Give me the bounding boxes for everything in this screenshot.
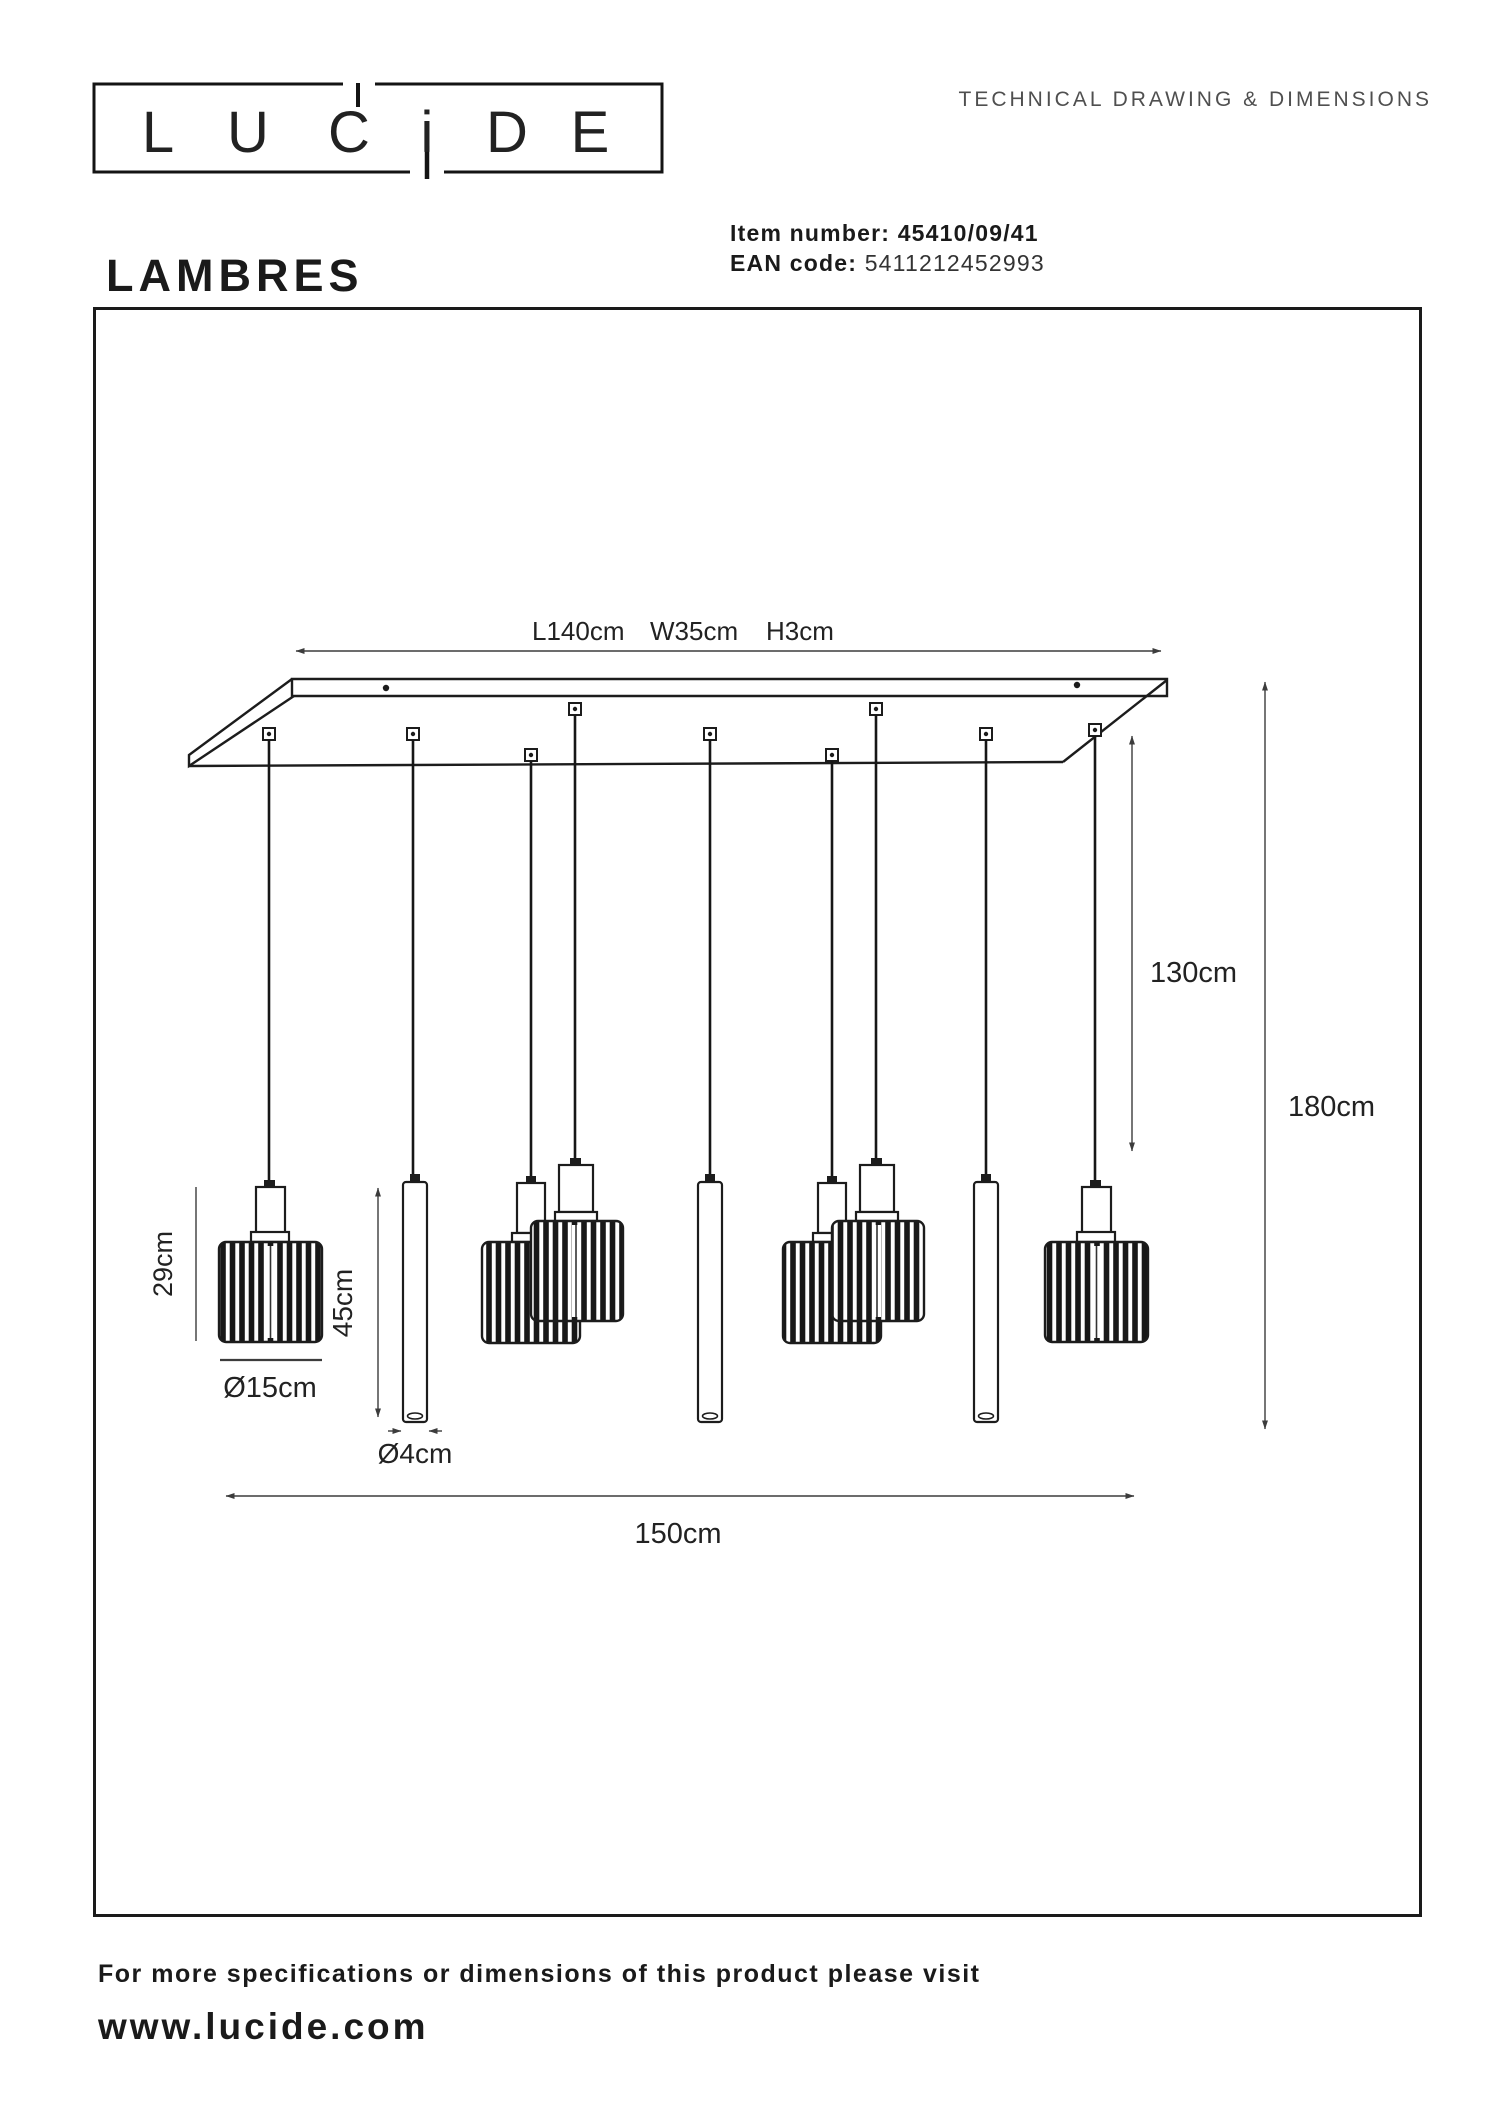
plate-mount-dot-left — [383, 685, 389, 691]
logo-letter-u: U — [227, 100, 269, 165]
pendant-shade-right — [1045, 1180, 1148, 1342]
label-tube-length: 45cm — [327, 1268, 358, 1338]
label-plate-width: W35cm — [650, 616, 739, 646]
suspension-cables — [269, 715, 1095, 1181]
item-number-value: 45410/09/41 — [897, 220, 1039, 246]
plate-left-edge — [189, 679, 294, 766]
logo-letter-c: C — [328, 100, 370, 165]
label-shade-diameter: Ø15cm — [223, 1372, 317, 1404]
label-plate-length: L140cm — [532, 616, 625, 646]
dimension-lines — [196, 651, 1265, 1496]
logo-letter-l: L — [141, 100, 175, 165]
label-plate-height: H3cm — [766, 616, 834, 646]
logo-letter-e: E — [570, 100, 610, 165]
page-tagline: TECHNICAL DRAWING & DIMENSIONS — [958, 88, 1432, 111]
connector-dots — [267, 707, 1097, 757]
product-name: LAMBRES — [106, 250, 364, 301]
pendant-shade-left — [219, 1180, 322, 1342]
plate-right-edge — [1063, 680, 1167, 762]
label-shade-height: 29cm — [148, 1230, 178, 1298]
ceiling-plate — [189, 679, 1167, 766]
label-total-height: 180cm — [1288, 1091, 1376, 1123]
ean-code-label: EAN code: — [730, 250, 858, 276]
label-tube-diameter: Ø4cm — [377, 1438, 453, 1469]
label-cable-drop: 130cm — [1150, 957, 1238, 989]
pendant-tube-3 — [974, 1174, 998, 1422]
footer-note: For more specifications or dimensions of this product please visit — [98, 1960, 981, 1988]
plate-front-edge — [189, 762, 1063, 766]
lucide-logo — [60, 40, 760, 240]
technical-drawing — [93, 307, 1422, 1917]
item-number-label: Item number: — [730, 220, 891, 246]
item-number-row — [730, 218, 1045, 248]
logo-letter-i: i — [420, 100, 434, 165]
product-codes — [730, 218, 1045, 278]
ean-code-row — [730, 248, 1045, 278]
ean-code-value: 5411212452993 — [864, 250, 1045, 276]
plate-mount-dot-right — [1074, 682, 1080, 688]
label-fixture-width: 150cm — [634, 1518, 722, 1550]
pendant-tube-2 — [698, 1174, 722, 1422]
pendant-tube-1 — [403, 1174, 427, 1422]
cable-connectors — [263, 703, 1101, 761]
drawing-frame — [95, 309, 1421, 1916]
footer-website-link[interactable]: www.lucide.com — [98, 2006, 429, 2047]
logo-letter-d: D — [486, 100, 528, 165]
plate-back-face — [292, 679, 1167, 696]
